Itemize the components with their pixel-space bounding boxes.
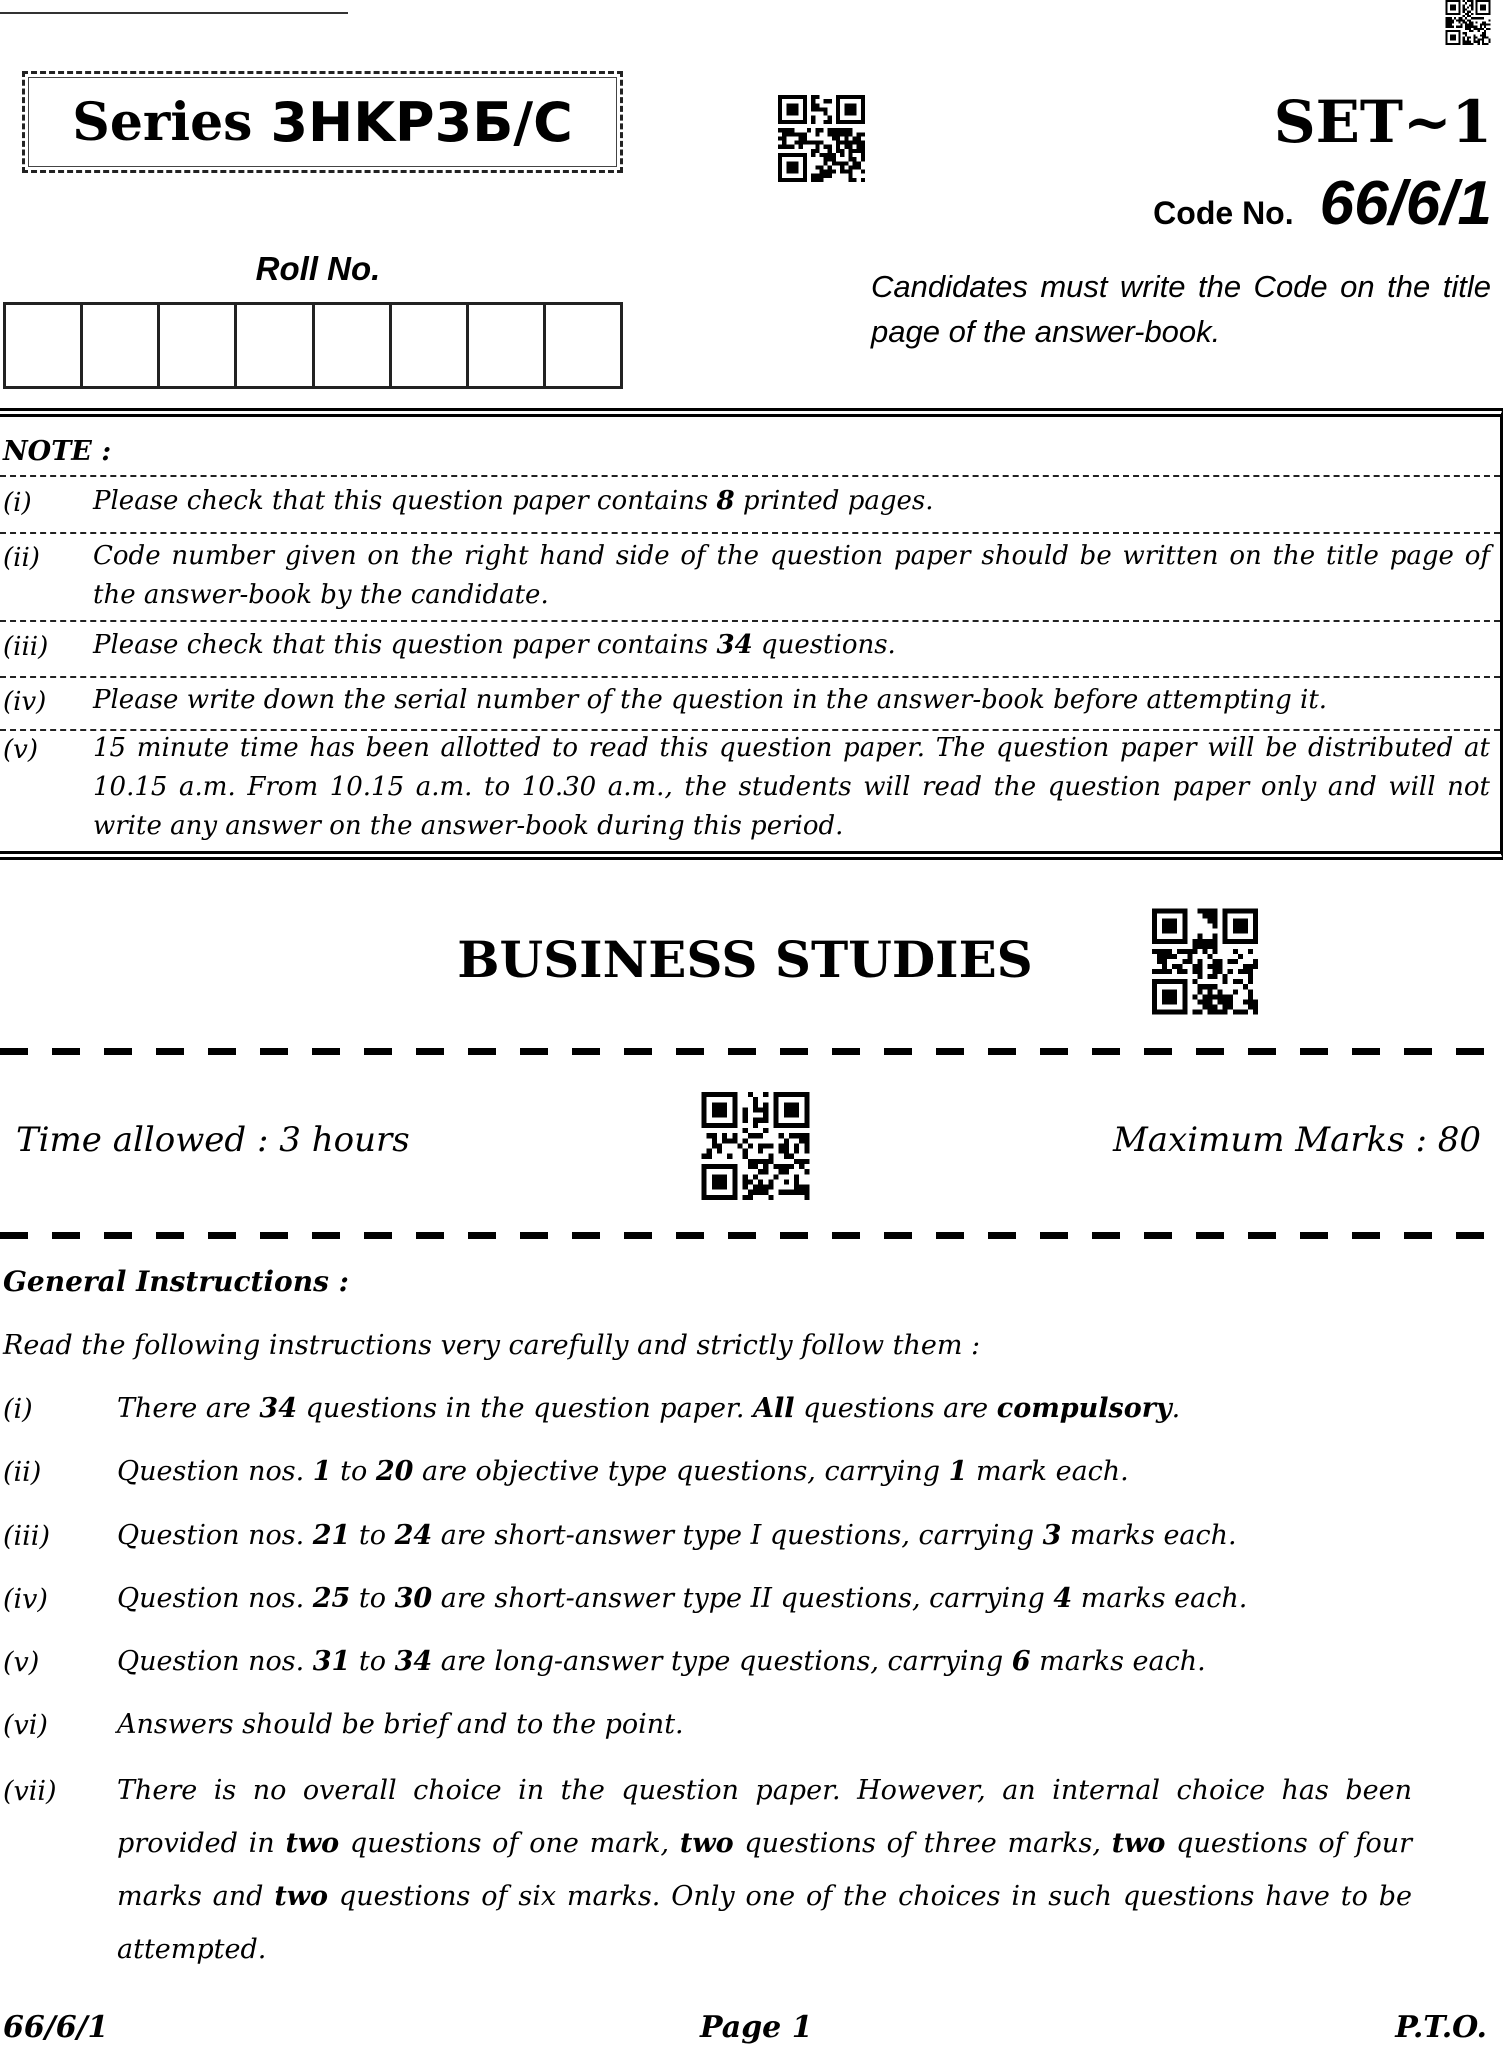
roll-number-box: [315, 305, 392, 386]
bold-text: 1: [948, 1456, 968, 1487]
bold-text: 8: [716, 486, 735, 516]
bold-text: 34: [394, 1646, 433, 1677]
roll-number-box: [392, 305, 469, 386]
text-segment: Question nos.: [117, 1646, 313, 1677]
candidate-note: Candidates must write the Code on the title page of the answer-book.: [871, 269, 1491, 349]
text-segment: to: [331, 1456, 376, 1487]
bold-text: compulsory: [996, 1393, 1172, 1424]
dashed-separator: [0, 620, 1500, 622]
qr-code-icon: [776, 95, 867, 182]
instruction-label: (i): [3, 1394, 33, 1425]
text-segment: marks each.: [1061, 1520, 1237, 1551]
instruction-label: (v): [3, 1647, 40, 1678]
qr-code-icon: [700, 1092, 811, 1200]
text-segment: are long-answer type questions, carrying: [432, 1646, 1012, 1677]
bold-text: 4: [1053, 1583, 1073, 1614]
text-segment: are short-answer type II questions, carrying: [432, 1583, 1054, 1614]
instruction-label: (vii): [3, 1776, 57, 1807]
subject-title: [0, 930, 1505, 989]
bold-text: 21: [312, 1520, 351, 1551]
text-segment: are objective type questions, carrying: [413, 1456, 949, 1487]
bold-text: 34: [716, 630, 753, 660]
text-segment: mark each.: [967, 1456, 1129, 1487]
text-segment: There are: [117, 1393, 260, 1424]
note-item-label: (v): [3, 735, 38, 765]
text-segment: questions of six marks. Only one of the choices in such questions have to be attempted.: [117, 1881, 1412, 1965]
note-item-text: [93, 626, 1490, 665]
bold-text: two: [1111, 1828, 1166, 1859]
roll-number-box: [546, 305, 620, 386]
set-number: SET~1: [1273, 88, 1492, 156]
note-item-text: [93, 681, 1490, 720]
text-segment: questions of one mark,: [339, 1828, 680, 1859]
instruction-text: [117, 1764, 1412, 1976]
text-segment: to: [350, 1646, 395, 1677]
instruction-label: (iii): [3, 1521, 50, 1552]
bold-text: 20: [375, 1456, 414, 1487]
dashed-separator: [0, 676, 1500, 678]
text-segment: Answers should be brief and to the point.: [117, 1709, 684, 1740]
text-segment: marks each.: [1030, 1646, 1206, 1677]
series-code: 3HKP3Б/C: [270, 90, 573, 154]
roll-number-boxes: [3, 302, 623, 389]
text-segment: Question nos.: [117, 1520, 313, 1551]
bold-text: two: [274, 1881, 329, 1912]
bold-text: All: [753, 1393, 795, 1424]
time-allowed: Time allowed : 3 hours: [16, 1120, 410, 1160]
series-label: Series: [72, 91, 253, 153]
bold-text: 25: [312, 1583, 351, 1614]
text-segment: .: [1171, 1393, 1181, 1424]
text-segment: questions in the question paper.: [297, 1393, 754, 1424]
instruction-text: [117, 1509, 1412, 1562]
top-rule: [0, 12, 348, 14]
dashed-separator: [0, 532, 1500, 534]
note-title: NOTE :: [3, 436, 112, 467]
general-instructions-intro: Read the following instructions very carefully and strictly follow them :: [3, 1330, 981, 1361]
note-item-label: (ii): [3, 543, 40, 573]
instruction-text: [117, 1382, 1412, 1435]
text-segment: Question nos.: [117, 1583, 313, 1614]
roll-number-box: [469, 305, 546, 386]
bold-text: 24: [394, 1520, 433, 1551]
series-box: [22, 71, 623, 173]
footer-page: Page 1: [700, 2010, 813, 2045]
note-item-label: (iii): [3, 632, 49, 662]
instruction-text: [117, 1635, 1412, 1688]
bold-text: 30: [394, 1583, 433, 1614]
roll-number-box: [6, 305, 83, 386]
maximum-marks: Maximum Marks : 80: [1112, 1120, 1481, 1160]
code-value: 66/6/1: [1319, 169, 1492, 238]
text-segment: 15 minute time has been allotted to read this question paper. The question paper will be distributed at 10.15 a.m. From 10.15 a.m. to 10.30 a.m., the students will read the question paper only and will not write any answer on the answer-book during this period.: [93, 733, 1490, 841]
code-label: Code No.: [1153, 195, 1294, 231]
text-segment: Code number given on the right hand side of the question paper should be written on the title page of the answer-book by the candidate.: [93, 541, 1490, 610]
text-segment: questions.: [752, 630, 896, 660]
bold-text: two: [285, 1828, 340, 1859]
instruction-label: (iv): [3, 1584, 48, 1615]
text-segment: There is no overall choice in the question paper. However, an internal choice has been provided in: [117, 1775, 1412, 1859]
note-item-text: [93, 537, 1490, 615]
bold-text: 3: [1042, 1520, 1062, 1551]
text-segment: marks each.: [1072, 1583, 1248, 1614]
footer-pto: P.T.O.: [1395, 2010, 1487, 2045]
bold-text: 1: [312, 1456, 332, 1487]
bold-text: 34: [259, 1393, 297, 1424]
instruction-text: [117, 1445, 1412, 1498]
text-segment: Please check that this question paper contains: [93, 630, 717, 660]
roll-number-box: [83, 305, 160, 386]
general-instructions-title: General Instructions :: [3, 1265, 349, 1298]
dashed-divider: [0, 1232, 1505, 1239]
note-item-text: [93, 729, 1490, 846]
text-segment: questions of three marks,: [733, 1828, 1112, 1859]
roll-number-box: [160, 305, 237, 386]
footer-code: 66/6/1: [3, 2010, 109, 2045]
text-segment: printed pages.: [734, 486, 934, 516]
bold-text: 6: [1011, 1646, 1031, 1677]
roll-number-box: [237, 305, 314, 386]
note-item-label: (i): [3, 488, 32, 518]
text-segment: are short-answer type I questions, carrying: [432, 1520, 1043, 1551]
text-segment: Question nos.: [117, 1456, 313, 1487]
instruction-text: [117, 1572, 1412, 1625]
subject-title-text: BUSINESS STUDIES: [457, 930, 1033, 989]
roll-number-label: Roll No.: [255, 250, 381, 287]
instruction-label: (vi): [3, 1710, 48, 1741]
text-segment: Please write down the serial number of the question in the answer-book before attempting it.: [93, 685, 1328, 715]
text-segment: to: [350, 1520, 395, 1551]
note-item-text: [93, 482, 1490, 521]
code-number: [1153, 168, 1492, 239]
instruction-label: (ii): [3, 1457, 42, 1488]
instruction-text: [117, 1698, 1412, 1751]
text-segment: to: [350, 1583, 395, 1614]
note-item-label: (iv): [3, 687, 47, 717]
dashed-separator: [0, 475, 1500, 477]
bold-text: 31: [312, 1646, 351, 1677]
text-segment: Please check that this question paper contains: [93, 486, 717, 516]
qr-code-icon: [1152, 908, 1258, 1015]
bold-text: two: [679, 1828, 734, 1859]
qr-code-icon: [1444, 0, 1492, 45]
text-segment: questions are: [794, 1393, 997, 1424]
dashed-divider: [0, 1048, 1505, 1055]
text-segment: questions of four marks and: [117, 1828, 1412, 1912]
